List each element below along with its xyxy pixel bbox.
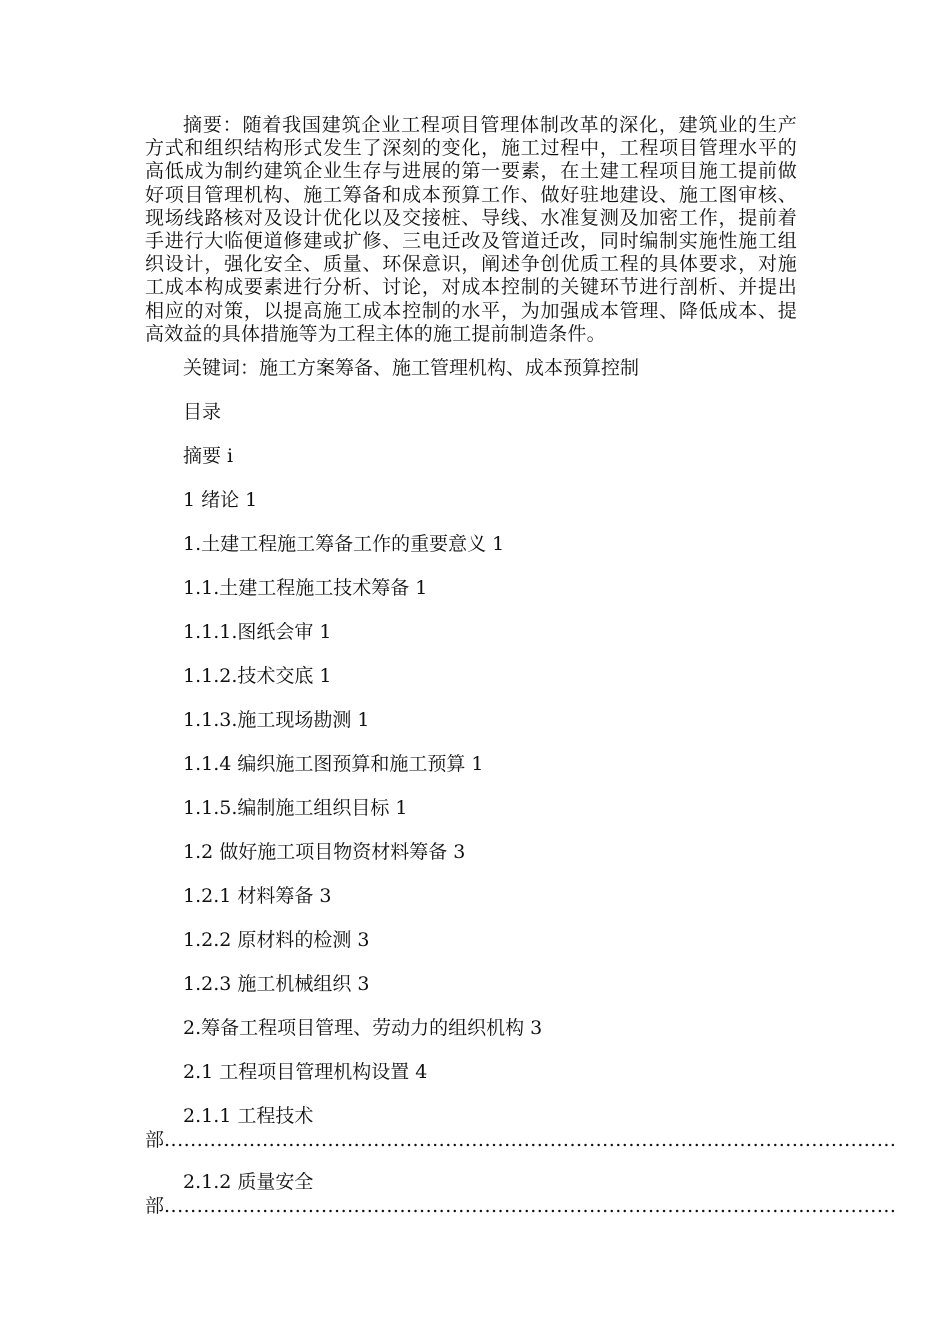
- toc-entry-wrapped: 2.1.1 工程技术: [183, 1105, 314, 1127]
- toc-entry: 摘要 i: [183, 445, 234, 467]
- abstract-paragraph: 摘要：随着我国建筑企业工程项目管理体制改革的深化，建筑业的生产方式和组织结构形式发生了深刻的变化，施工过程中，工程项目管理水平的高低成为制约建筑企业生存与进展的第一要素，在土建工程项目施工提前做好项目管理机构、施工筹备和成本预算工作、做好驻地建设、施工图审核、现场线路核对及设计优化以及交接桩、导线、水准复测及加密工作，提前着手进行大临便道修建或扩修、三电迁改及管道迁改，同时编制实施性施工组织设计，强化安全、质量、环保意识，阐述争创优质工程的具体要求，对施工成本构成要素进行分析、讨论，对成本控制的关键环节进行剖析、并提出相应的对策，以提高施工成本控制的水平，为加强成本管理、降低成本、提高效益的具体措施等为工程主体的施工提前制造条件。: [145, 114, 797, 345]
- toc-entry-continuation: [145, 1128, 897, 1152]
- toc-entry: 1.2.1 材料筹备 3: [183, 885, 332, 907]
- toc-entry: 1.1.土建工程施工技术筹备 1: [183, 577, 428, 599]
- toc-entry-wrapped: 2.1.2 质量安全: [183, 1171, 314, 1193]
- toc-entry: 2.筹备工程项目管理、劳动力的组织机构 3: [183, 1017, 543, 1039]
- toc-entry-continuation: [145, 1194, 897, 1218]
- toc-entry: 1.土建工程施工筹备工作的重要意义 1: [183, 533, 505, 555]
- toc-entry: 1.2 做好施工项目物资材料筹备 3: [183, 841, 466, 863]
- toc-entry: 1.1.4 编织施工图预算和施工预算 1: [183, 753, 484, 775]
- toc-entry: 1.2.3 施工机械组织 3: [183, 973, 370, 995]
- toc-entry: 1 绪论 1: [183, 489, 258, 511]
- toc-entry: 2.1 工程项目管理机构设置 4: [183, 1061, 428, 1083]
- toc-entry-tail: 部: [145, 1129, 165, 1151]
- toc-entry: 1.1.5.编制施工组织目标 1: [183, 797, 408, 819]
- toc-entry: 1.1.3.施工现场勘测 1: [183, 709, 370, 731]
- toc-entry: 1.1.1.图纸会审 1: [183, 621, 332, 643]
- toc-heading: 目录: [183, 401, 222, 423]
- toc-entry: 1.1.2.技术交底 1: [183, 665, 332, 687]
- dot-leader: ................................................................................................................: [164, 1195, 897, 1217]
- toc-entry: 1.2.2 原材料的检测 3: [183, 929, 370, 951]
- dot-leader: ................................................................................................................: [164, 1129, 897, 1151]
- keywords-line: 关键词：施工方案筹备、施工管理机构、成本预算控制: [183, 357, 640, 379]
- toc-entry-tail: 部: [145, 1195, 165, 1217]
